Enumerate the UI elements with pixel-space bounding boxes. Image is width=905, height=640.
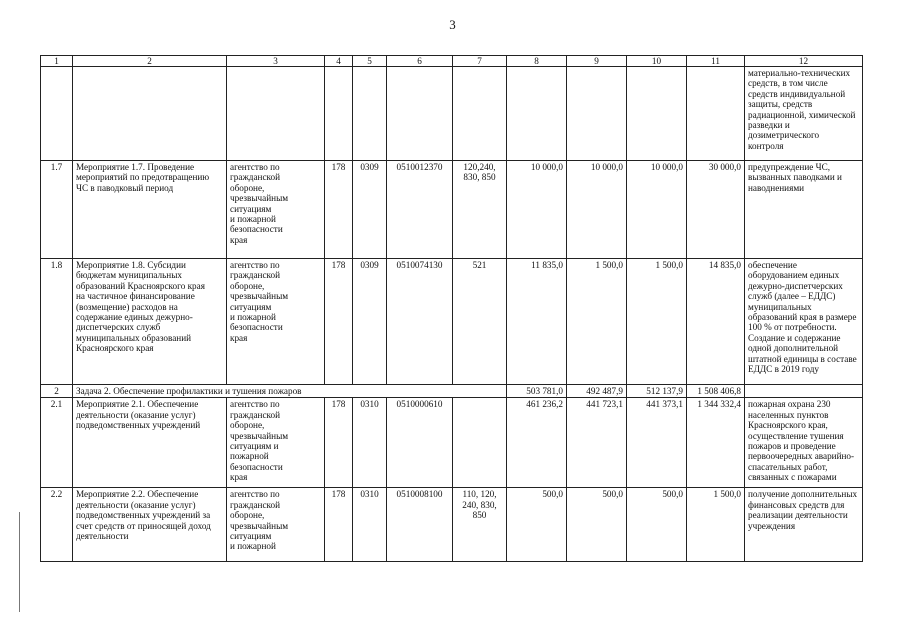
target-article: 0510012370 (387, 161, 453, 259)
table-row (41, 488, 863, 562)
col-header: 8 (507, 56, 567, 67)
task-title: Задача 2. Обеспечение профилактики и тушения пожаров (73, 385, 507, 398)
row-number: 1.8 (41, 259, 73, 385)
amount-col10: 500,0 (627, 488, 687, 562)
expected-result (745, 385, 863, 398)
target-article: 0510000610 (387, 398, 453, 488)
amount-col10 (627, 67, 687, 161)
row-number: 1.7 (41, 161, 73, 259)
target-article: 0510074130 (387, 259, 453, 385)
header-row (41, 56, 863, 67)
expected-result: материально-технических средств, в том числе средств индивидуальной защиты, средств радиационной, химической разведки и дозиметрического контроля (745, 67, 863, 161)
amount-col11: 1 344 332,4 (687, 398, 745, 488)
section-code: 0310 (353, 488, 387, 562)
amount-col9: 492 487,9 (567, 385, 627, 398)
amount-col8: 11 835,0 (507, 259, 567, 385)
agency: агентство по гражданской обороне, чрезвычайным ситуациям и пожарной безопасности края (227, 161, 325, 259)
agency (227, 67, 325, 161)
agency: агентство по гражданской обороне, чрезвычайным ситуациям и пожарной безопасности края (227, 259, 325, 385)
amount-col11: 1 508 406,8 (687, 385, 745, 398)
amount-col8: 10 000,0 (507, 161, 567, 259)
col-header: 11 (687, 56, 745, 67)
amount-col10: 1 500,0 (627, 259, 687, 385)
row-number (41, 67, 73, 161)
table-row (41, 161, 863, 259)
row-number: 2.2 (41, 488, 73, 562)
grbs-code: 178 (325, 161, 353, 259)
expected-result: предупреждение ЧС, вызванных паводками и наводнениями (745, 161, 863, 259)
amount-col11: 14 835,0 (687, 259, 745, 385)
table-row (41, 398, 863, 488)
table-row (41, 259, 863, 385)
col-header: 3 (227, 56, 325, 67)
expense-type: 120,240, 830, 850 (453, 161, 507, 259)
amount-col8: 461 236,2 (507, 398, 567, 488)
agency: агентство по гражданской обороне, чрезвычайным ситуациям и пожарной (227, 488, 325, 562)
section-code: 0309 (353, 259, 387, 385)
page-number: 3 (449, 17, 456, 32)
col-header: 6 (387, 56, 453, 67)
agency: агентство по гражданской обороне, чрезвычайным ситуациям и пожарной безопасности края (227, 398, 325, 488)
grbs-code (325, 67, 353, 161)
expense-type: 521 (453, 259, 507, 385)
target-article (387, 67, 453, 161)
grbs-code: 178 (325, 488, 353, 562)
amount-col10: 441 373,1 (627, 398, 687, 488)
col-header: 2 (73, 56, 227, 67)
grbs-code: 178 (325, 398, 353, 488)
expected-result: обеспечение оборудованием единых дежурно-диспетчерских служб (далее – ЕДДС) муниципальных образований края в размере 100 % от потребности. Создание и содержание одной дополнительной штатной единицы в составе ЕДДС в 2019 году (745, 259, 863, 385)
col-header: 5 (353, 56, 387, 67)
expense-type (453, 67, 507, 161)
measure-name: Мероприятие 2.1. Обеспечение деятельности (оказание услуг) подведомственных учреждений (73, 398, 227, 488)
amount-col11: 30 000,0 (687, 161, 745, 259)
expense-type (453, 398, 507, 488)
col-header: 10 (627, 56, 687, 67)
section-code: 0309 (353, 161, 387, 259)
row-number: 2.1 (41, 398, 73, 488)
amount-col9: 1 500,0 (567, 259, 627, 385)
amount-col10: 10 000,0 (627, 161, 687, 259)
col-header: 1 (41, 56, 73, 67)
col-header: 9 (567, 56, 627, 67)
expense-type: 110, 120, 240, 830, 850 (453, 488, 507, 562)
measure-name: Мероприятие 1.8. Субсидии бюджетам муниципальных образований Красноярского края на частичное финансирование (возмещение) расходов на содержание единых дежурно- диспетчерских служб муниципальных образований Красноярского края (73, 259, 227, 385)
section-code: 0310 (353, 398, 387, 488)
measure-name (73, 67, 227, 161)
amount-col9: 10 000,0 (567, 161, 627, 259)
measure-name: Мероприятие 2.2. Обеспечение деятельности (оказание услуг) подведомственных учреждений за счет средств от приносящей доход деятельности (73, 488, 227, 562)
col-header: 7 (453, 56, 507, 67)
col-header: 12 (745, 56, 863, 67)
table-row (41, 67, 863, 161)
budget-table (40, 55, 863, 562)
expected-result: получение дополнительных финансовых средств для реализации деятельности учреждения (745, 488, 863, 562)
target-article: 0510008100 (387, 488, 453, 562)
amount-col10: 512 137,9 (627, 385, 687, 398)
col-header: 4 (325, 56, 353, 67)
scan-margin-line (19, 512, 20, 612)
amount-col11 (687, 67, 745, 161)
expected-result: пожарная охрана 230 населенных пунктов Красноярского края, осуществление тушения пожаров и проведение первоочередных аварийно- спасательных работ, связанных с пожарами (745, 398, 863, 488)
amount-col9: 500,0 (567, 488, 627, 562)
section-code (353, 67, 387, 161)
row-number: 2 (41, 385, 73, 398)
task-row (41, 385, 863, 398)
grbs-code: 178 (325, 259, 353, 385)
amount-col9 (567, 67, 627, 161)
amount-col8: 503 781,0 (507, 385, 567, 398)
amount-col9: 441 723,1 (567, 398, 627, 488)
amount-col11: 1 500,0 (687, 488, 745, 562)
amount-col8 (507, 67, 567, 161)
amount-col8: 500,0 (507, 488, 567, 562)
measure-name: Мероприятие 1.7. Проведение мероприятий по предотвращению ЧС в паводковый период (73, 161, 227, 259)
